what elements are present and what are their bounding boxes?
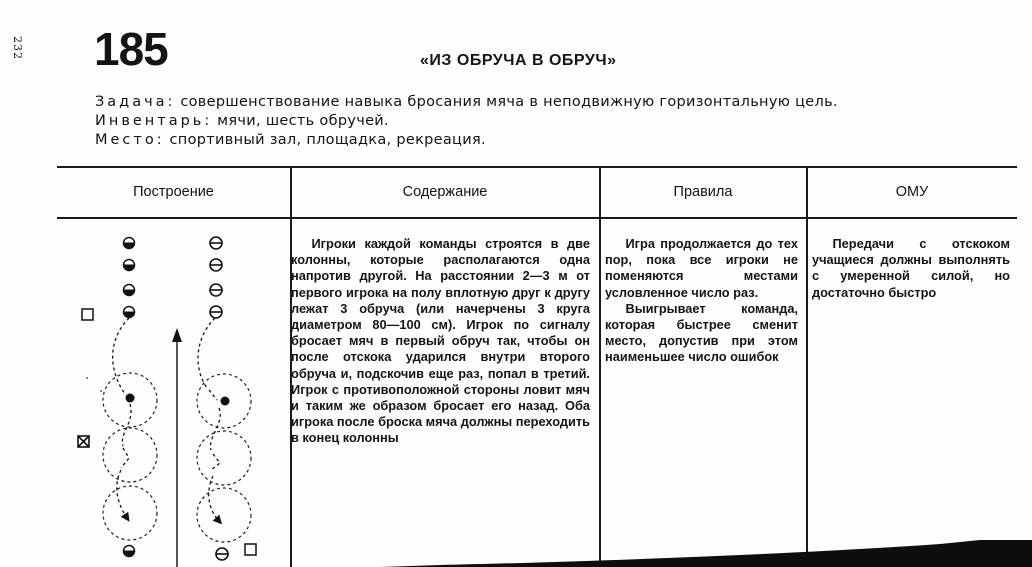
ball-path-left: [113, 318, 131, 518]
ball-right: [221, 397, 230, 406]
hoop-right-2: [197, 431, 251, 485]
content-text: Игроки каждой команды строятся в две колонны, которые располагаются одна напротив другой. На расстоянии 2—3 м от первого игрока на полу вплотную друг к другу лежат 3 обруча (или начерчены 3 круга диаметром 80—100 см). Игрок по сигналу бросает мяч в первый обруч так, чтобы он после отскока ударился внутри второго обруча и, подскочив еще раз, попал в третий. Игрок с противоположной стороны ловит мяч и таким же образом бросает его назад. Оба игрока после броска мяча должны переходить в конец колонны: [291, 236, 590, 446]
omu-text: Передачи с отскоком учащиеся должны выполнять с умеренной силой, но достаточно быстро: [812, 236, 1010, 300]
player-a-1: [124, 238, 135, 249]
player-b-4: [210, 306, 222, 318]
teacher-marker-bottom: [245, 544, 256, 555]
player-b-1: [210, 237, 222, 249]
ball-left: [126, 394, 135, 403]
game-title: «ИЗ ОБРУЧА В ОБРУЧ»: [420, 52, 617, 69]
column-divider-3: [806, 166, 808, 567]
team-a-players: [124, 238, 135, 318]
place-line: [95, 133, 486, 148]
header-rules: Правила: [673, 184, 733, 200]
ball-path-right: [198, 318, 220, 521]
teacher-marker-top: [82, 309, 93, 320]
team-b-players: [210, 237, 222, 318]
place-label: Место:: [95, 132, 165, 148]
player-b-bottom: [216, 548, 228, 560]
hoop-left-3: [103, 486, 157, 540]
print-dot-1: [86, 377, 88, 379]
table-top-rule: [57, 166, 1017, 168]
judge-marker: [78, 436, 89, 447]
player-a-3: [124, 285, 135, 296]
omu-cell: [812, 236, 1010, 301]
page-number: 232: [11, 36, 24, 60]
player-a-4: [124, 307, 135, 318]
player-b-2: [210, 259, 222, 271]
header-omu: ОМУ: [895, 184, 929, 200]
column-divider-2: [599, 166, 601, 567]
scan-shadow-edge: [380, 540, 1032, 567]
player-b-3: [210, 284, 222, 296]
formation-diagram: [57, 218, 290, 567]
rules-cell: [605, 236, 798, 366]
run-direction-arrow: [172, 328, 182, 567]
hoop-left-2: [103, 428, 157, 482]
rules-paragraph-2: Выигрывает команда, которая быстрее сменит место, допустив при этом наименьшее число ошибок: [605, 300, 798, 365]
rules-paragraph-1: Игра продолжается до тех пор, пока все игроки не поменяются местами условленное число раз.: [605, 236, 798, 300]
task-line: [95, 95, 838, 110]
player-a-bottom: [124, 546, 135, 557]
print-dot-2: [100, 390, 102, 392]
inventory-text: мячи, шесть обручей.: [217, 113, 389, 129]
inventory-line: [95, 114, 389, 129]
content-cell: [291, 236, 590, 447]
task-label: Задача:: [95, 94, 176, 110]
place-text: спортивный зал, площадка, рекреация.: [169, 132, 486, 148]
game-number: 185: [94, 23, 168, 75]
header-content: Содержание: [402, 184, 488, 200]
hoop-right-3: [197, 488, 251, 542]
player-a-2: [124, 260, 135, 271]
task-text: совершенствование навыка бросания мяча в неподвижную горизонтальную цель.: [180, 94, 838, 110]
inventory-label: Инвентарь:: [95, 113, 213, 129]
header-formation: Построение: [133, 184, 214, 200]
